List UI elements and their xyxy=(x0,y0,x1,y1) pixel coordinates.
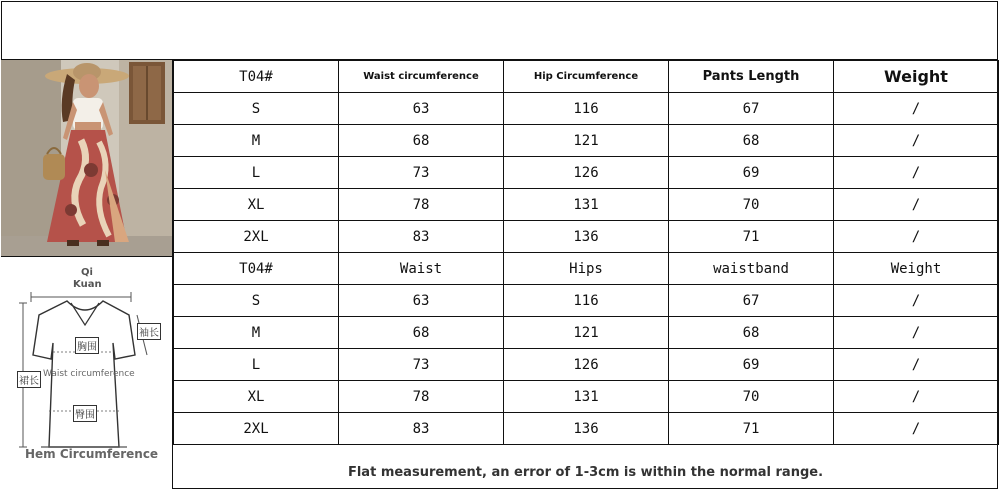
table1-header-row xyxy=(174,61,999,93)
hip-cell: 136 xyxy=(504,221,669,253)
weight-cell: / xyxy=(834,317,999,349)
waistband-cell: 71 xyxy=(669,413,834,445)
header-waist-circumference: Waist circumference xyxy=(339,61,504,93)
size-table xyxy=(173,60,999,445)
waist-cell: 73 xyxy=(339,157,504,189)
size-cell: 2XL xyxy=(174,413,339,445)
top-label-kuan: Kuan xyxy=(73,279,102,290)
table-row xyxy=(174,125,999,157)
header-style-code: T04# xyxy=(174,61,339,93)
table-row xyxy=(174,413,999,445)
waist-cell: 78 xyxy=(339,381,504,413)
table-row xyxy=(174,157,999,189)
waist-circumference-label: Waist circumference xyxy=(43,369,135,379)
hip-cell: 126 xyxy=(504,157,669,189)
hem-circumference-label: Hem Circumference xyxy=(25,447,159,461)
size-cell: L xyxy=(174,157,339,189)
weight-cell: / xyxy=(834,93,999,125)
waistband-cell: 69 xyxy=(669,349,834,381)
size-cell: M xyxy=(174,125,339,157)
table-row xyxy=(174,221,999,253)
header-weight: Weight xyxy=(834,61,999,93)
top-label-qi: Qi xyxy=(81,267,93,278)
size-cell: S xyxy=(174,285,339,317)
weight-cell: / xyxy=(834,413,999,445)
length-cell: 69 xyxy=(669,157,834,189)
size-cell: S xyxy=(174,93,339,125)
waist-cell: 68 xyxy=(339,125,504,157)
header-hip-circumference: Hip Circumference xyxy=(504,61,669,93)
measurement-diagram xyxy=(1,257,173,489)
weight-cell: / xyxy=(834,381,999,413)
sleeve-label: 袖长 xyxy=(137,323,161,340)
table-row xyxy=(174,317,999,349)
waistband-cell: 70 xyxy=(669,381,834,413)
hip-label: 臀围 xyxy=(73,405,97,422)
weight-cell: / xyxy=(834,157,999,189)
hip-cell: 136 xyxy=(504,413,669,445)
header-waistband: waistband xyxy=(669,253,834,285)
waist-cell: 63 xyxy=(339,93,504,125)
weight-cell: / xyxy=(834,285,999,317)
length-label: 裙长 xyxy=(17,371,41,388)
waistband-cell: 68 xyxy=(669,317,834,349)
measurement-note: Flat measurement, an error of 1-3cm is within the normal range. xyxy=(347,465,824,480)
size-cell: 2XL xyxy=(174,221,339,253)
table2-header-row xyxy=(174,253,999,285)
waist-cell: 78 xyxy=(339,189,504,221)
waist-cell: 68 xyxy=(339,317,504,349)
length-cell: 68 xyxy=(669,125,834,157)
waistband-cell: 67 xyxy=(669,285,834,317)
hip-cell: 116 xyxy=(504,93,669,125)
table-row xyxy=(174,189,999,221)
hip-cell: 116 xyxy=(504,285,669,317)
length-cell: 70 xyxy=(669,189,834,221)
product-photo xyxy=(1,60,173,257)
header-style-code: T04# xyxy=(174,253,339,285)
header-waist: Waist xyxy=(339,253,504,285)
weight-cell: / xyxy=(834,189,999,221)
table-row xyxy=(174,349,999,381)
waist-cell: 83 xyxy=(339,221,504,253)
waist-cell: 83 xyxy=(339,413,504,445)
size-cell: XL xyxy=(174,189,339,221)
product-photo-illustration xyxy=(1,60,173,257)
table-row xyxy=(174,285,999,317)
hip-cell: 121 xyxy=(504,317,669,349)
weight-cell: / xyxy=(834,221,999,253)
waist-cell: 73 xyxy=(339,349,504,381)
header-band xyxy=(1,1,998,60)
hip-cell: 121 xyxy=(504,125,669,157)
weight-cell: / xyxy=(834,349,999,381)
table-row xyxy=(174,93,999,125)
hip-cell: 126 xyxy=(504,349,669,381)
length-cell: 67 xyxy=(669,93,834,125)
size-cell: M xyxy=(174,317,339,349)
table-row xyxy=(174,381,999,413)
waist-cell: 63 xyxy=(339,285,504,317)
header-hips: Hips xyxy=(504,253,669,285)
chest-label: 胸围 xyxy=(75,337,99,354)
size-cell: L xyxy=(174,349,339,381)
header-pants-length: Pants Length xyxy=(669,61,834,93)
size-cell: XL xyxy=(174,381,339,413)
weight-cell: / xyxy=(834,125,999,157)
header-weight: Weight xyxy=(834,253,999,285)
length-cell: 71 xyxy=(669,221,834,253)
hip-cell: 131 xyxy=(504,381,669,413)
hip-cell: 131 xyxy=(504,189,669,221)
